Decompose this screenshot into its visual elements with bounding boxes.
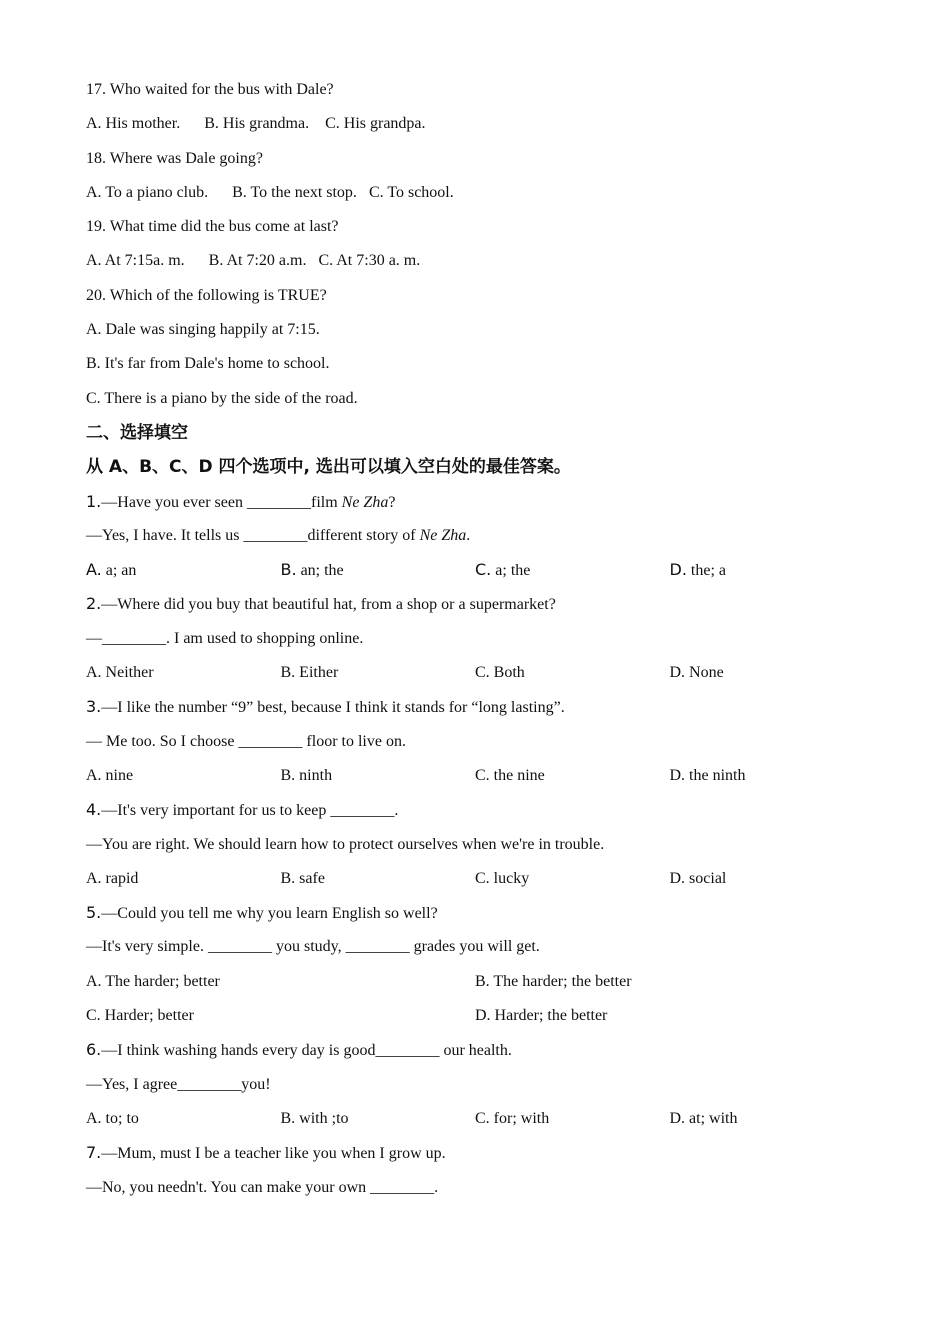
option-d [670, 553, 865, 587]
question-19-options [86, 244, 876, 278]
question-3-line-1 [86, 690, 876, 724]
question-19: 19. What time did the bus come at last? [86, 218, 339, 236]
option-b: B. safe [280, 869, 325, 887]
question-text: —Where did you buy that beautiful hat, from a shop or a supermarket? [101, 596, 556, 614]
option-text: the; a [690, 562, 726, 580]
question-17-options [86, 107, 876, 141]
question-1-line-1 [86, 485, 876, 519]
question-20-option-b: B. It's far from Dale's home to school. [86, 355, 330, 373]
option-d: D. Harder; the better [475, 1007, 608, 1025]
section-instruction: 从 A、B、C、D 四个选项中, 选出可以填入空白处的最佳答案。 [86, 457, 571, 478]
option-text: an; the [300, 562, 344, 580]
option-b: B. The harder; the better [475, 972, 632, 990]
option-c [475, 553, 670, 587]
option-b [281, 553, 476, 587]
option-c: C. for; with [475, 1109, 550, 1127]
question-2-options [86, 656, 876, 690]
question-text: —I like the number “9” best, because I think it stands for “long lasting”. [101, 699, 565, 717]
question-18-options [86, 176, 876, 210]
option-c: C. lucky [475, 869, 530, 887]
question-text: —I think washing hands every day is good________ our health. [101, 1042, 512, 1060]
option-b: B. At 7:20 a.m. [208, 252, 307, 270]
option-a: A. Neither [86, 664, 154, 682]
option-a: A. nine [86, 766, 134, 784]
question-7-line-1 [86, 1136, 876, 1170]
option-key: C. [475, 560, 492, 580]
question-20-option-c: C. There is a piano by the side of the road. [86, 389, 358, 407]
question-6-line-1 [86, 1033, 876, 1067]
question-5-options-row-2 [86, 999, 876, 1033]
question-text: —Could you tell me why you learn English so well? [101, 905, 438, 923]
question-text: —Mum, must I be a teacher like you when I grow up. [101, 1145, 446, 1163]
question-number: 6. [86, 1040, 102, 1060]
answer-text: —Yes, I have. It tells us ________different story of [86, 526, 420, 544]
option-d: D. the ninth [669, 766, 746, 784]
option-d: D. at; with [669, 1109, 738, 1127]
option-a: A. to; to [86, 1109, 139, 1127]
option-b: B. with ;to [280, 1109, 349, 1127]
option-c: C. Harder; better [86, 1007, 194, 1025]
question-number: 3. [86, 697, 102, 717]
option-d: D. None [669, 664, 724, 682]
question-20: 20. Which of the following is TRUE? [86, 286, 327, 304]
question-1-line-2 [86, 519, 876, 553]
option-a: A. rapid [86, 869, 139, 887]
question-2-line-2: —________. I am used to shopping online. [86, 629, 364, 647]
option-a: A. His mother. [86, 115, 181, 133]
option-key: D. [669, 560, 687, 580]
option-b: B. Either [280, 664, 339, 682]
option-c: C. To school. [368, 183, 454, 201]
question-text: —Have you ever seen ________film [101, 493, 342, 511]
film-title: Ne Zha [341, 493, 389, 511]
option-text: a; the [495, 562, 531, 580]
question-7-line-2: —No, you needn't. You can make your own ________. [86, 1178, 439, 1196]
option-a: A. At 7:15a. m. [86, 252, 185, 270]
option-d: D. social [669, 869, 727, 887]
question-4-line-2: —You are right. We should learn how to protect ourselves when we're in trouble. [86, 835, 605, 853]
question-number: 4. [86, 800, 102, 820]
question-text: —It's very important for us to keep ________. [101, 802, 399, 820]
question-4-line-1 [86, 793, 876, 827]
question-5-line-2: —It's very simple. ________ you study, ________ grades you will get. [86, 938, 540, 956]
option-key: A. [86, 560, 102, 580]
question-18: 18. Where was Dale going? [86, 149, 263, 167]
question-number: 2. [86, 594, 102, 614]
option-c: C. the nine [475, 766, 545, 784]
option-a: A. The harder; better [86, 972, 220, 990]
question-4-options [86, 862, 876, 896]
option-c: C. His grandpa. [325, 115, 426, 133]
question-20-option-a: A. Dale was singing happily at 7:15. [86, 321, 320, 339]
question-number: 5. [86, 903, 102, 923]
question-3-line-2: — Me too. So I choose ________ floor to live on. [86, 732, 406, 750]
option-a [86, 553, 281, 587]
option-key: B. [280, 560, 297, 580]
section-title: 二、选择填空 [86, 422, 188, 443]
question-3-options [86, 759, 876, 793]
document-page [86, 73, 876, 1205]
question-5-options-row-1 [86, 965, 876, 999]
question-2-line-1 [86, 587, 876, 621]
question-17: 17. Who waited for the bus with Dale? [86, 81, 334, 98]
question-6-line-2: —Yes, I agree________you! [86, 1075, 271, 1093]
option-a: A. To a piano club. [86, 183, 209, 201]
question-number: 7. [86, 1143, 102, 1163]
option-b: B. ninth [280, 766, 333, 784]
option-b: B. His grandma. [204, 115, 310, 133]
question-1-options [86, 553, 876, 587]
question-text-end: ? [388, 493, 396, 511]
question-5-line-1 [86, 896, 876, 930]
question-6-options [86, 1102, 876, 1136]
question-number: 1. [86, 491, 102, 511]
answer-text-end: . [466, 526, 471, 544]
option-c: C. Both [475, 664, 525, 682]
option-text: a; an [105, 562, 137, 580]
option-b: B. To the next stop. [232, 183, 357, 201]
film-title: Ne Zha [419, 526, 467, 544]
option-c: C. At 7:30 a. m. [318, 252, 421, 270]
